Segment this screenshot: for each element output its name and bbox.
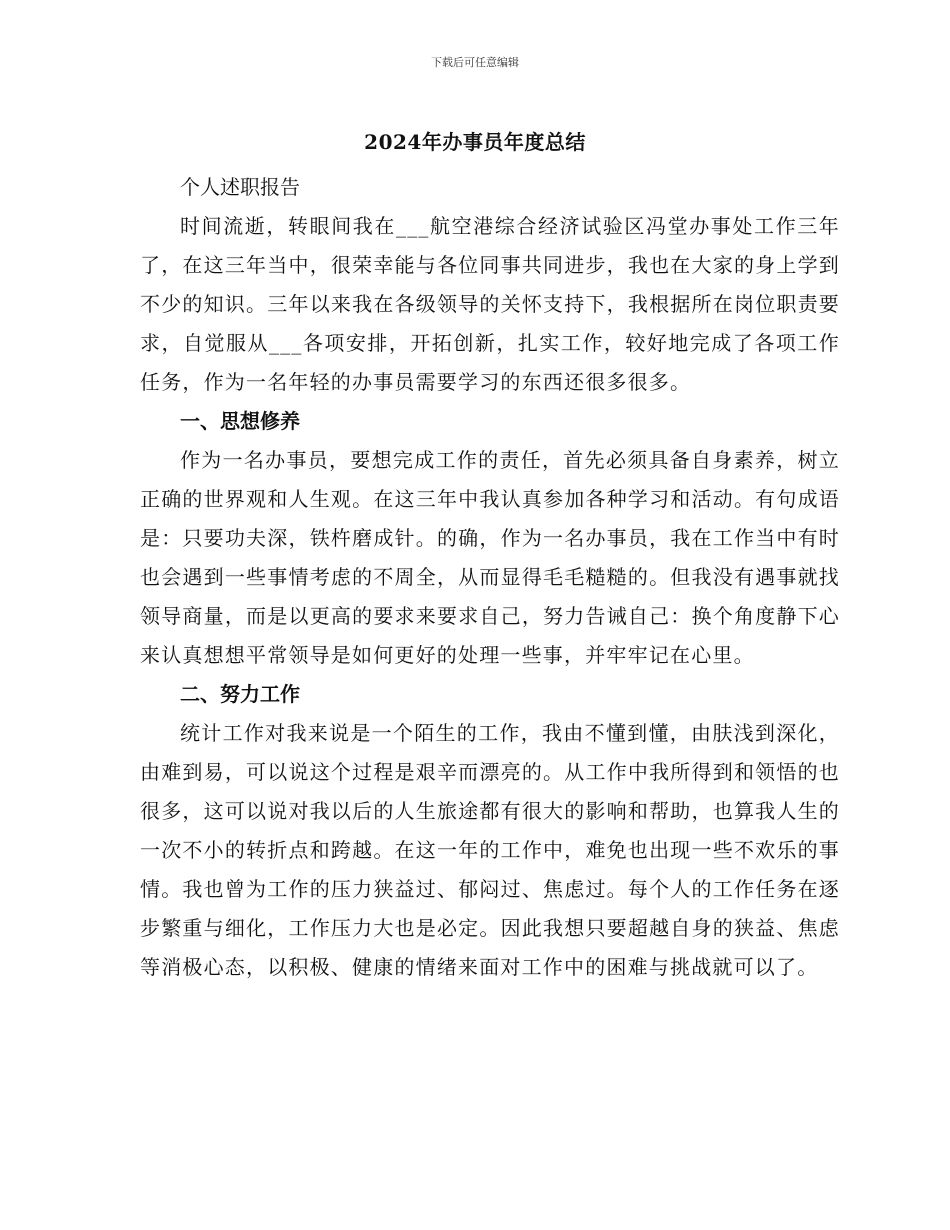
section-heading: 一、思想修养 xyxy=(180,409,300,433)
section-work xyxy=(140,675,840,987)
section-heading: 二、努力工作 xyxy=(180,682,300,706)
section-paragraph: 统计工作对我来说是一个陌生的工作，我由不懂到懂，由肤浅到深化，由难到易，可以说这个过程是艰辛而漂亮的。从工作中我所得到和领悟的也很多，这可以说对我以后的人生旅途都有很大的影响和帮助，也算我人生的一次不小的转折点和跨越。在这一年的工作中，难免也出现一些不欢乐的事情。我也曾为工作的压力狭益过、郁闷过、焦虑过。每个人的工作任务在逐步繁重与细化，工作压力大也是必定。因此我想只要超越自身的狭益、焦虑等消极心态，以积极、健康的情绪来面对工作中的困难与挑战就可以了。 xyxy=(140,721,840,979)
section-thinking xyxy=(140,402,840,675)
intro-paragraph: 时间流逝，转眼间我在___航空港综合经济试验区冯堂办事处工作三年了，在这三年当中，很荣幸能与各位同事共同进步，我也在大家的身上学到不少的知识。三年以来我在各级领导的关怀支持下，我根据所在岗位职责要求，自觉服从___各项安排，开拓创新，扎实工作，较好地完成了各项工作任务，作为一名年轻的办事员需要学习的东西还很多很多。 xyxy=(140,214,840,394)
section-paragraph: 作为一名办事员，要想完成工作的责任，首先必须具备自身素养，树立正确的世界观和人生观。在这三年中我认真参加各种学习和活动。有句成语是：只要功夫深，铁杵磨成针。的确，作为一名办事员，我在工作当中有时也会遇到一些事情考虑的不周全，从而显得毛毛糙糙的。但我没有遇事就找领导商量，而是以更高的要求来要求自己，努力告诫自己：换个角度静下心来认真想想平常领导是如何更好的处理一些事，并牢牢记在心里。 xyxy=(140,448,840,667)
document-subtitle: 个人述职报告 xyxy=(180,175,300,199)
document-title: 2024年办事员年度总结 xyxy=(364,130,586,154)
page-header-note: 下载后可任意编辑 xyxy=(431,56,519,69)
document-body xyxy=(140,168,840,987)
